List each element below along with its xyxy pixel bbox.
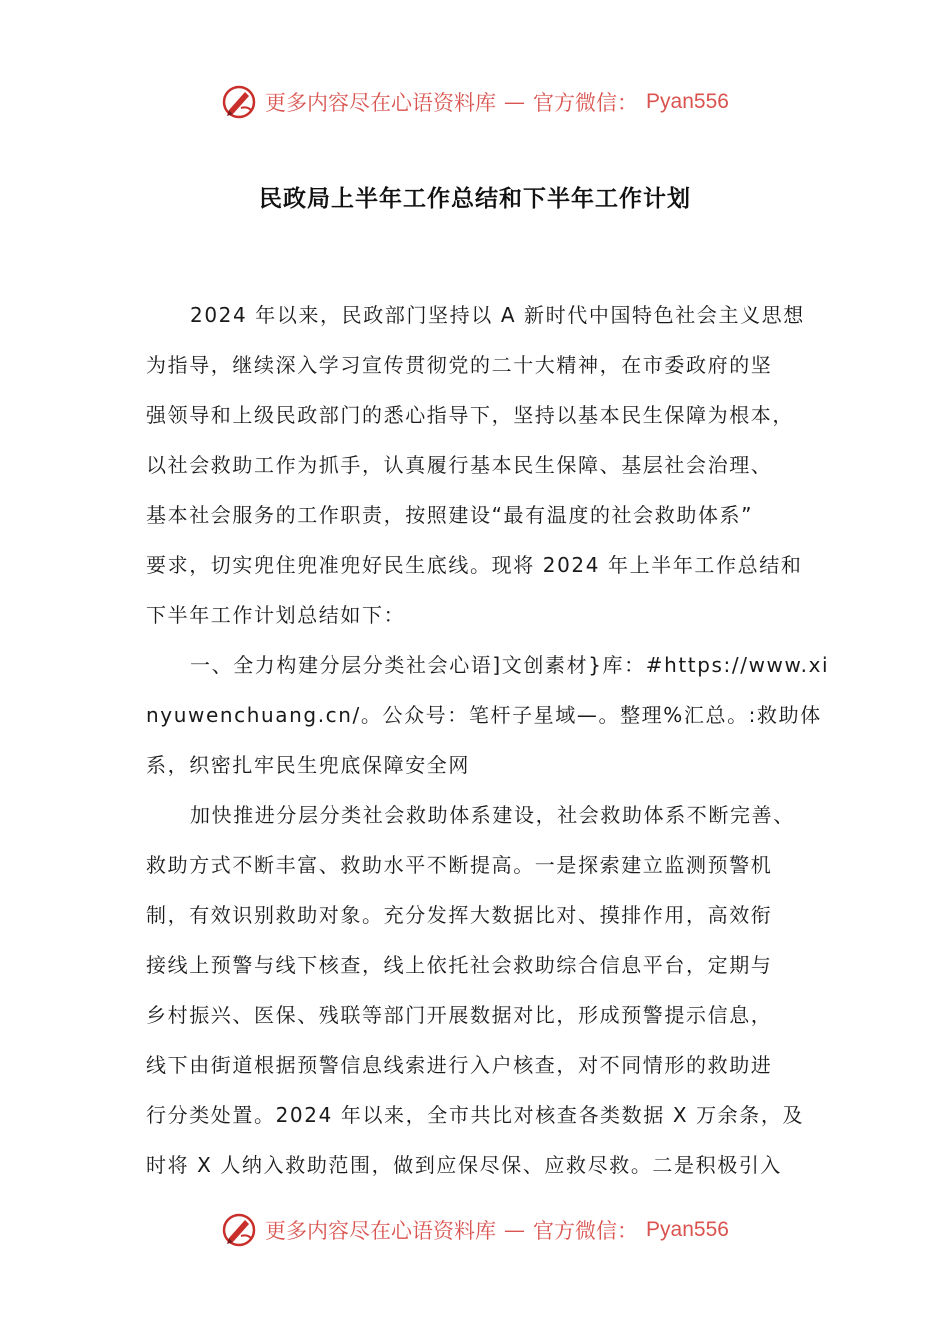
- header-wechat-id: Pyan556: [646, 90, 729, 113]
- footer-wechat-label: 官方微信：: [533, 1219, 639, 1243]
- section-heading-line: 系，织密扎牢民生兜底保障安全网: [146, 753, 470, 777]
- header-promo-text: 更多内容尽在心语资料库: [265, 91, 497, 115]
- body-line: 2024 年以来，民政部门坚持以 A 新时代中国特色社会主义思想: [190, 303, 805, 327]
- body-line: 以社会救助工作为抓手，认真履行基本民生保障、基层社会治理、: [146, 453, 773, 477]
- section-heading-line: 一、全力构建分层分类社会心语]文创素材}库：#https://www.xi: [190, 653, 830, 677]
- footer-wechat-id: Pyan556: [646, 1218, 729, 1241]
- header-separator: —: [504, 90, 526, 114]
- pen-logo-icon: [221, 1212, 257, 1248]
- footer-banner: [0, 1210, 950, 1250]
- body-line: 基本社会服务的工作职责，按照建设“最有温度的社会救助体系”: [146, 503, 754, 527]
- body-line: 下半年工作计划总结如下：: [146, 603, 406, 627]
- pen-logo-icon: [221, 84, 257, 120]
- body-line: 线下由街道根据预警信息线索进行入户核查，对不同情形的救助进: [146, 1053, 773, 1077]
- body-line: 制，有效识别救助对象。充分发挥大数据比对、摸排作用，高效衔: [146, 903, 773, 927]
- body-line: 加快推进分层分类社会救助体系建设，社会救助体系不断完善、: [190, 803, 795, 827]
- document-body: [146, 290, 830, 1190]
- header-wechat-label: 官方微信：: [533, 91, 639, 115]
- document-title: 民政局上半年工作总结和下半年工作计划: [259, 186, 691, 212]
- body-line: 接线上预警与线下核查，线上依托社会救助综合信息平台，定期与: [146, 953, 773, 977]
- body-line: 行分类处置。2024 年以来，全市共比对核查各类数据 X 万余条，及: [146, 1103, 805, 1127]
- body-line: 时将 X 人纳入救助范围，做到应保尽保、应救尽救。二是积极引入: [146, 1153, 783, 1177]
- body-line: 为指导，继续深入学习宣传贯彻党的二十大精神，在市委政府的坚: [146, 353, 773, 377]
- body-line: 强领导和上级民政部门的悉心指导下，坚持以基本民生保障为根本，: [146, 403, 794, 427]
- footer-separator: —: [504, 1218, 526, 1242]
- header-banner: [0, 82, 950, 122]
- body-line: 乡村振兴、医保、残联等部门开展数据对比，形成预警提示信息，: [146, 1003, 773, 1027]
- body-line: 救助方式不断丰富、救助水平不断提高。一是探索建立监测预警机: [146, 853, 773, 877]
- footer-promo-text: 更多内容尽在心语资料库: [265, 1219, 497, 1243]
- section-heading-line: nyuwenchuang.cn/。公众号：笔杆子星域—。整理%汇总。:救助体: [146, 703, 822, 727]
- body-line: 要求，切实兜住兜准兜好民生底线。现将 2024 年上半年工作总结和: [146, 553, 803, 577]
